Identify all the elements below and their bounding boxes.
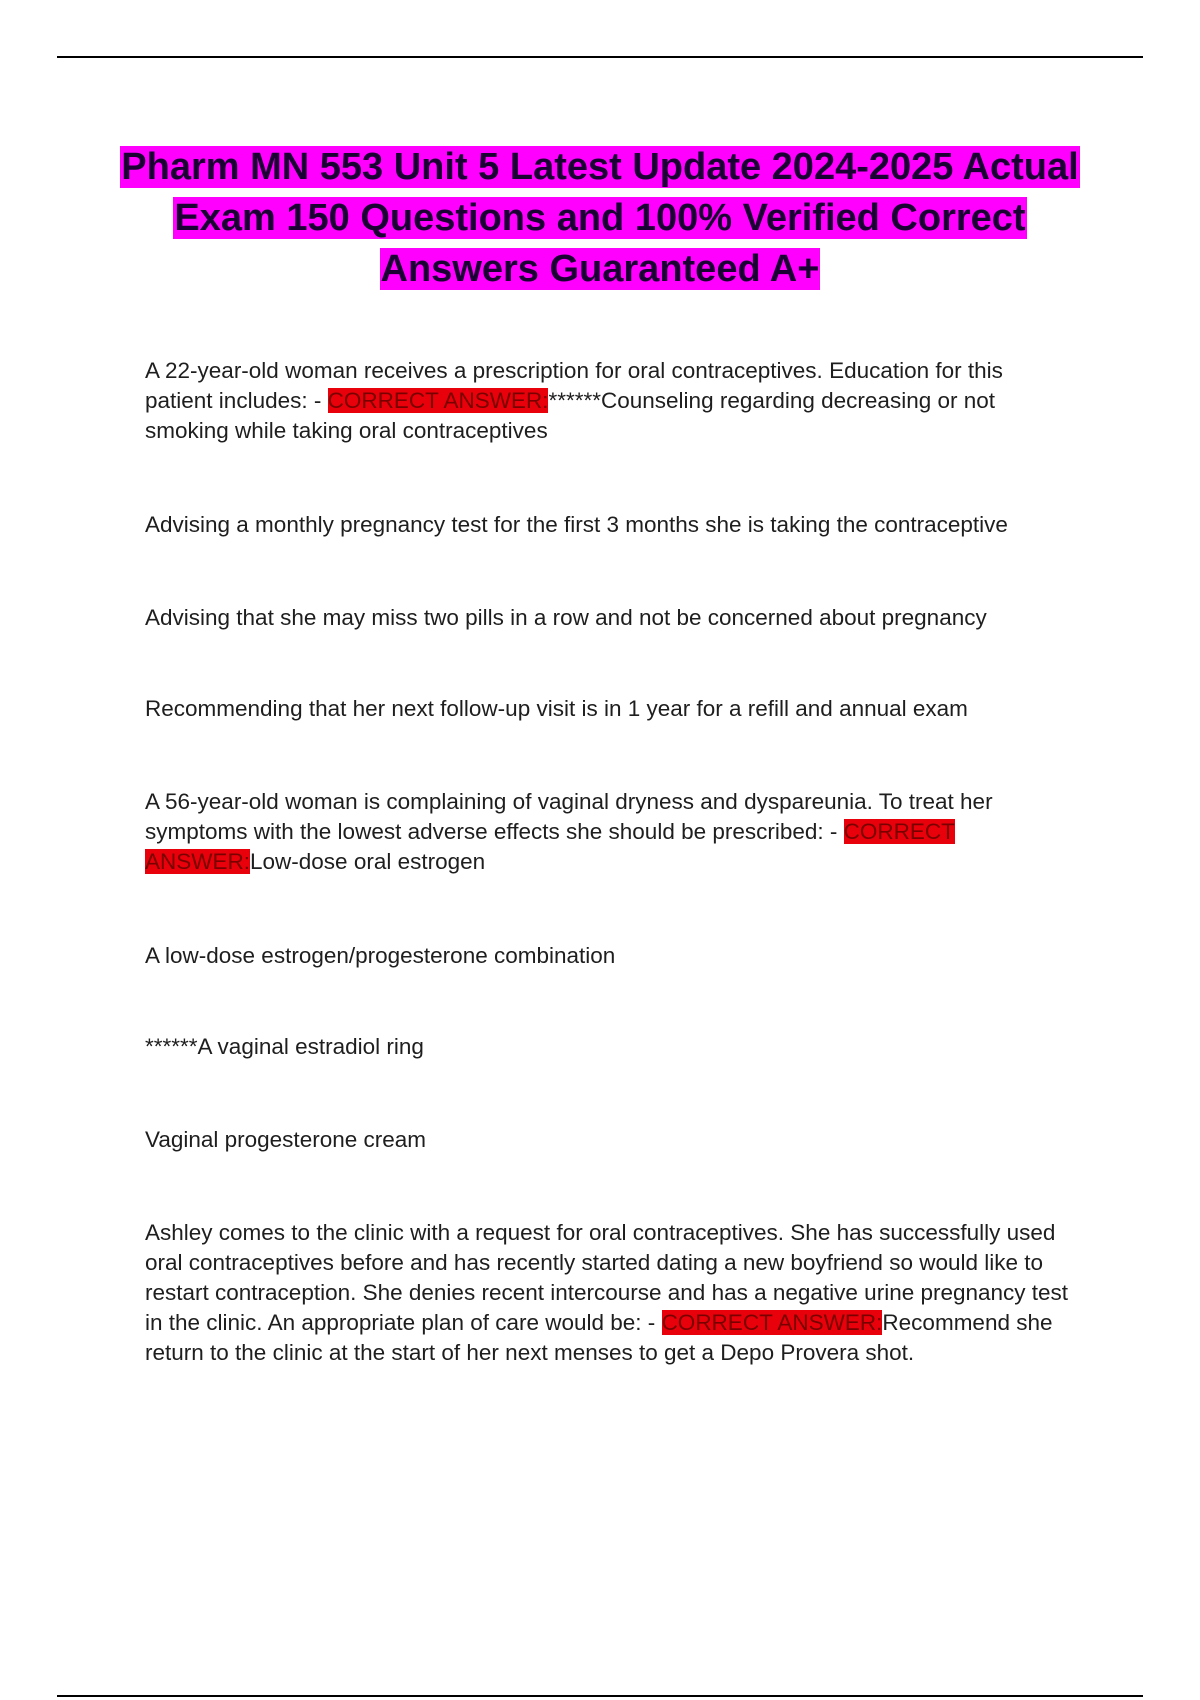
question-1-option-2: Advising that she may miss two pills in a row and not be concerned about pregnancy bbox=[145, 605, 987, 630]
question-3-answer: Recommend she return to the clinic at the start of her next menses to get a Depo Provera shot. bbox=[145, 1310, 1053, 1365]
question-1-option-3: Recommending that her next follow-up visit is in 1 year for a refill and annual exam bbox=[145, 696, 968, 721]
document-title: Pharm MN 553 Unit 5 Latest Update 2024-2025 Actual Exam 150 Questions and 100% Verified Correct Answers Guaranteed A+ bbox=[121, 146, 1079, 290]
correct-answer-marker-1: CORRECT ANSWER: bbox=[327, 388, 549, 413]
question-2-answer: Low-dose oral estrogen bbox=[250, 849, 486, 874]
question-1-stem: A 22-year-old woman receives a prescription for oral contraceptives. Education for this patient includes: - bbox=[145, 358, 1003, 413]
question-1-answer: ******Counseling regarding decreasing or not smoking while taking oral contraceptives bbox=[145, 388, 996, 443]
question-2-option-1: A low-dose estrogen/progesterone combination bbox=[145, 943, 616, 968]
document-title-block bbox=[100, 142, 1100, 295]
correct-answer-marker-2: CORRECT ANSWER: bbox=[145, 819, 955, 874]
top-rule bbox=[57, 56, 1143, 58]
question-2-stem: A 56-year-old woman is complaining of vaginal dryness and dyspareunia. To treat her symptoms with the lowest adverse effects she should be prescribed: - bbox=[145, 789, 993, 844]
question-1 bbox=[145, 356, 1075, 446]
bottom-rule bbox=[57, 1695, 1143, 1697]
question-2 bbox=[145, 787, 1075, 877]
question-3 bbox=[145, 1218, 1075, 1368]
question-1-option-1: Advising a monthly pregnancy test for the first 3 months she is taking the contraceptive bbox=[145, 512, 1008, 537]
question-2-option-2: ******A vaginal estradiol ring bbox=[145, 1034, 424, 1059]
correct-answer-marker-3: CORRECT ANSWER: bbox=[661, 1310, 883, 1335]
question-2-option-3: Vaginal progesterone cream bbox=[145, 1127, 426, 1152]
question-3-stem: Ashley comes to the clinic with a request for oral contraceptives. She has successfully used oral contraceptives before and has recently started dating a new boyfriend so would like to restart contraception. She denies recent intercourse and has a negative urine pregnancy test in the clinic. An appropriate plan of care would be: - bbox=[145, 1220, 1069, 1335]
